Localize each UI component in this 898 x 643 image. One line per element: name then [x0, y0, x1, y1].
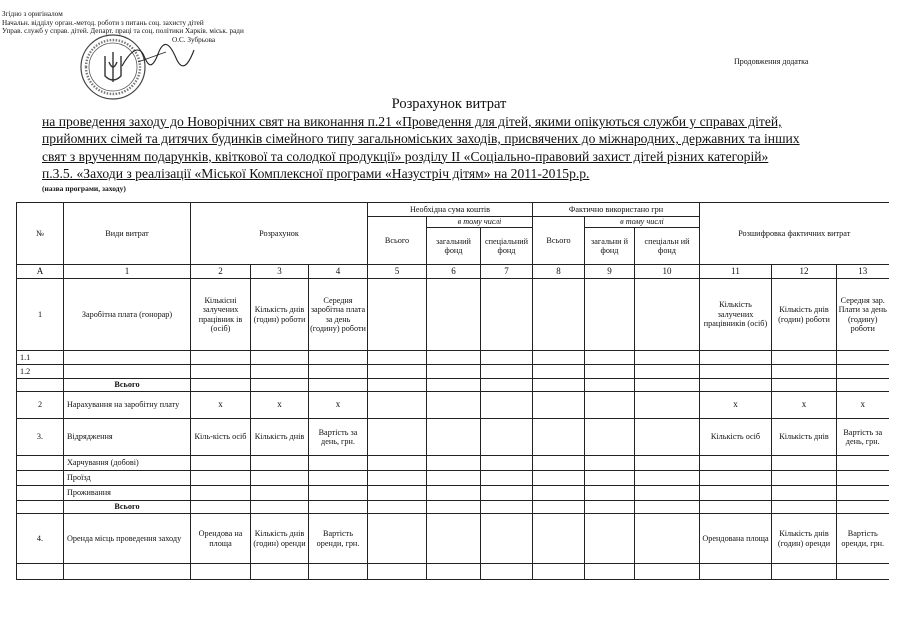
- cross-mark: х: [837, 392, 889, 419]
- row-number: 1.1: [17, 351, 64, 365]
- header-used-total: Всього: [533, 217, 585, 265]
- heading-line: свят з врученням подарунків, квіткової та солодкої продукції» розділу II «Соціально-правовий захист дітей різних категорій»: [42, 148, 769, 164]
- calc-cell: Кількісні залучених працівник ів (осіб): [191, 279, 251, 351]
- table-header-row: [17, 203, 889, 217]
- header-calculation: Розрахунок: [191, 203, 368, 265]
- cross-mark: х: [700, 392, 772, 419]
- heading-line: п.3.5. «Заходи з реалізації «Міської Комплексної програми «Назустріч дітям» на 2011-2015р.р.: [42, 165, 590, 181]
- column-number: 4: [309, 265, 368, 279]
- column-number: 13: [837, 265, 889, 279]
- calc-cell: Кіль-кість осіб: [191, 419, 251, 456]
- column-number: 12: [772, 265, 837, 279]
- row-number: 2: [17, 392, 64, 419]
- header-required-including: в тому числі: [427, 217, 533, 228]
- heading-note: (назва програми, заходу): [42, 184, 126, 193]
- heading-line: прийомних сімей та дитячих будинків сімейного типу загальноміських заходів, присвячених до міжнародних, державних та інших: [42, 131, 800, 147]
- certification-line: Управ. служб у справ. дітей. Департ. праці та соц. політики Харків. міськ. ради: [2, 27, 244, 36]
- column-number: 6: [427, 265, 481, 279]
- row-total-label: Всього: [64, 501, 191, 514]
- row-number: 1.2: [17, 365, 64, 379]
- table-row-transit: [17, 471, 889, 486]
- column-number: 2: [191, 265, 251, 279]
- row-total-label: Всього: [64, 379, 191, 392]
- row-label: Нарахування на заробітну плату: [64, 392, 191, 419]
- cross-mark: х: [191, 392, 251, 419]
- calc-cell: Середня заробітна плата за день (годину) роботи: [309, 279, 368, 351]
- certification-line: Начальн. відділу орган.-метод. роботи з питань соц. захисту дітей: [2, 18, 204, 27]
- certification-line: Згідно з оригіналом: [2, 10, 63, 18]
- breakdown-cell: Вартість за день, грн.: [837, 419, 889, 456]
- table-row-salary: [17, 279, 889, 351]
- breakdown-cell: Кількість днів: [772, 419, 837, 456]
- breakdown-cell: Орендована площа: [700, 514, 772, 564]
- header-no: №: [17, 203, 64, 265]
- header-used-including: в тому числі: [585, 217, 700, 228]
- table-row-meals: [17, 456, 889, 471]
- empty-cell: [533, 279, 585, 351]
- table-row-blank: [17, 564, 889, 580]
- row-label: Проїзд: [64, 471, 191, 486]
- column-number: 1: [64, 265, 191, 279]
- row-label: Відрядження: [64, 419, 191, 456]
- row-label: Оренда місць проведення заходу: [64, 514, 191, 564]
- row-number: 3.: [17, 419, 64, 456]
- row-label: Заробітна плата (гонорар): [64, 279, 191, 351]
- column-number: 7: [481, 265, 533, 279]
- calc-cell: Вартість за день, грн.: [309, 419, 368, 456]
- table-row-total: [17, 379, 889, 392]
- column-number-row: [17, 265, 889, 279]
- row-number: 1: [17, 279, 64, 351]
- column-number: 9: [585, 265, 635, 279]
- header-breakdown: Розшифровка фактичних витрат: [700, 203, 889, 265]
- breakdown-cell: Вартість оренди, грн.: [837, 514, 889, 564]
- calc-cell: Кількість днів: [251, 419, 309, 456]
- column-number: 11: [700, 265, 772, 279]
- calc-cell: Орендова на площа: [191, 514, 251, 564]
- cross-mark: х: [309, 392, 368, 419]
- header-actually-used: Фактично використано грн: [533, 203, 700, 217]
- document-title: Розрахунок витрат: [391, 96, 507, 112]
- header-required-special-fund: спеціальний фонд: [481, 228, 533, 265]
- column-number: 3: [251, 265, 309, 279]
- table-row-accruals: [17, 392, 889, 419]
- column-number: 10: [635, 265, 700, 279]
- empty-cell: [481, 279, 533, 351]
- empty-cell: [427, 279, 481, 351]
- header-used-general-fund: загальни й фонд: [585, 228, 635, 265]
- breakdown-cell: Кількість осіб: [700, 419, 772, 456]
- row-label: Харчування (добові): [64, 456, 191, 471]
- calc-cell: Кількість днів (годин) роботи: [251, 279, 309, 351]
- row-label: Проживання: [64, 486, 191, 501]
- handwritten-signature-icon: [118, 42, 198, 72]
- header-used-special-fund: спеціальн ий фонд: [635, 228, 700, 265]
- heading-line: на проведення заходу до Новорічних свят на виконання п.21 «Проведення для дітей, якими опікуються служби у справах дітей,: [42, 114, 782, 129]
- measure-heading: [42, 113, 894, 182]
- table-row-lodging: [17, 486, 889, 501]
- breakdown-cell: Кількість днів (годин) оренди: [772, 514, 837, 564]
- table-row-rent: [17, 514, 889, 564]
- continuation-label: Продовження додатка: [734, 57, 809, 66]
- calc-cell: Кількість днів (годин) оренди: [251, 514, 309, 564]
- header-expense-type: Види витрат: [64, 203, 191, 265]
- breakdown-cell: Кількість днів (годин) роботи: [772, 279, 837, 351]
- empty-cell: [368, 279, 427, 351]
- empty-cell: [635, 279, 700, 351]
- calc-cell: Вартість оренди, грн.: [309, 514, 368, 564]
- breakdown-cell: Кількість залучених працівників (осіб): [700, 279, 772, 351]
- table-row-subitem: [17, 351, 889, 365]
- expense-table: [16, 202, 889, 580]
- column-number: А: [17, 265, 64, 279]
- column-number: 5: [368, 265, 427, 279]
- empty-cell: [585, 279, 635, 351]
- table-row-travel: [17, 419, 889, 456]
- table-row-total: [17, 501, 889, 514]
- cross-mark: х: [772, 392, 837, 419]
- certification-signer: О.С. Зубрьова: [172, 35, 216, 44]
- header-required-total: Всього: [368, 217, 427, 265]
- cross-mark: х: [251, 392, 309, 419]
- row-number: 4.: [17, 514, 64, 564]
- header-required-sum: Необхідна сума коштів: [368, 203, 533, 217]
- column-number: 8: [533, 265, 585, 279]
- header-required-general-fund: загальний фонд: [427, 228, 481, 265]
- breakdown-cell: Середня зар. Плати за день (годину) роботи: [837, 279, 889, 351]
- table-row-subitem: [17, 365, 889, 379]
